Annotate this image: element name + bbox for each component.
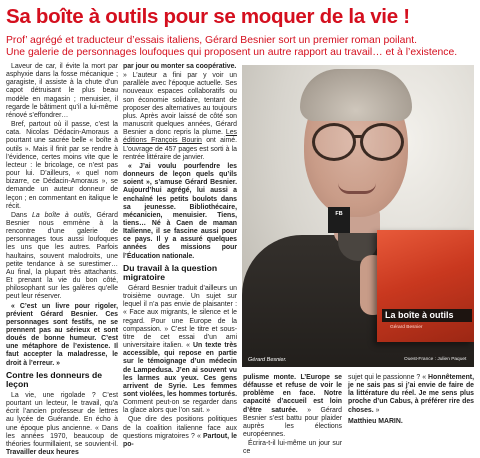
book-title-italic: La boîte à outils — [32, 211, 90, 219]
hair — [300, 69, 412, 121]
subhead-line-1: Prof’ agrégé et traducteur d’essais italiens, Gérard Besnier sort un premier roman poilant. — [6, 35, 418, 46]
article-column-2 — [123, 63, 237, 450]
text-bold: Honnêtement, je ne sais pas si j’ai envie de faire de la littérature du réel. Je me sens plus proche d’un Cabus, à préférer rire des choses. — [348, 374, 474, 414]
text-bold: pulisme monte. L’Europe se défausse et refuse de voir le problème en face. Notre capacité d’accueil est loin d’être saturée. — [243, 374, 342, 414]
photo-caption: Gérard Besnier. — [248, 357, 287, 363]
subhead-line-2: Une galerie de personnages loufoques qui proposent un autre rapport au travail… et à l’existence. — [6, 47, 458, 59]
mouth — [338, 183, 376, 194]
text: Gérard Besnier traduit d’ailleurs un troisième ouvrage. Un sujet sur lequel il n’a pas envie de plaisanter : « Face aux migrants, le silence et le regard. Pour une Europe de la compassion. » C’est le titre et sous-titre de cet essai d’un ami universitaire italien. « — [123, 284, 237, 350]
book-cover-author: Gérard Besnier — [390, 325, 423, 330]
paragraph — [123, 72, 237, 162]
article-column-3 — [243, 374, 342, 458]
text: , Gérard Besnier nous emmène à la rencontre d’une galerie de personnages tous aussi loufoques les uns que les autres. Parfois haultains, souvent malodroits, une petite tendance à se surestimer… Au final, la plupart très attachants. Et prenant la vie du bon côté, philosophant sur les galères qu’elle peut leur réserver. — [6, 211, 118, 301]
book-cover-title: La boîte à outils — [382, 309, 472, 322]
text-bold: Partout, le po- — [123, 432, 237, 448]
text: Dans — [11, 211, 33, 219]
text: Que dire des positions politiques de la coalition italienne face aux questions migratoires ? « — [123, 416, 237, 440]
quote-paragraph: « C’est un livre pour rigoler, prévient Gérard Besnier. Ces personnages sont festifs, ne se prennent pas au sérieux et sont doués de bonne humeur. C’est une métaphore de l’existence. Il faut accepter la maladresse, le droit à l’erreur. » — [6, 302, 118, 367]
paragraph — [243, 374, 342, 439]
text: La vie, une rigolade ? C’est pourtant un lecteur, le travail, qu’a écrit l’ancien professeur de lettres au lycée de Guérande. En écho à une époque plus ancienne. « Dans les années 1970, beaucoup de théories fourmillaient, se souvient-il. — [6, 391, 118, 448]
paragraph — [6, 212, 118, 302]
paragraph — [123, 285, 237, 416]
text-bold: Un texte très accessible, qui repose en partie sur le témoignage d’un médecin de Lampedusa. J’en ai souvent vu les larmes aux yeux. Ces gens arrivent de Syrie. Les femmes sont violées, les hommes torturés. — [123, 342, 237, 398]
section-heading: Du travail à la question migratoire — [123, 262, 218, 283]
publisher-logo: FB — [328, 207, 350, 233]
paragraph — [123, 63, 237, 71]
text-bold: par jour ou monter sa coopérative. — [123, 63, 237, 70]
author-signature: Matthieu MARIN. — [348, 417, 403, 425]
glasses-left-lens — [312, 123, 356, 161]
headline: Sa boîte à outils pour se moquer de la vie ! — [6, 5, 410, 28]
text: » — [373, 406, 380, 414]
glasses-bridge — [353, 135, 363, 138]
subhead — [6, 35, 476, 60]
glasses-right-lens — [360, 123, 404, 161]
text: » Gérard Besnier s’est battu pour plaider auprès les élections européennes. — [243, 406, 342, 439]
paragraph: Laveur de car, il évite la mort par asphyxie dans la fosse mécanique ; garagiste, il assiste à la chute d’un capot détruisant le plus beau modèle en magasin ; menuisier, il regarde le bâtiment qu’il a lui-même rénové s’effondrer… — [6, 63, 118, 119]
text-bold: Travailler deux heures — [6, 449, 79, 457]
quote-paragraph: « J’ai voulu pourfendre les donneurs de leçon quels qu’ils soient », s’amuse Gérard Besnier. Aujourd’hui agrégé, lui aussi a enchaîné les petits boulots dans sa jeunesse. Bibliothécaire, mécanicien, menuisier. Tiens, tiens… Né à Caen de maman Italienne, il se fascine aussi pour ce pays. Il y a assuré quelques années des missions pour l’Éducation nationale. — [123, 162, 237, 260]
article-column-1 — [6, 63, 118, 458]
text: » L’auteur a fini par y voir un parallèle avec l’époque actuelle. Ses nouveaux espaces collaboratifs ou son économie solidaire, tentant de proposer des alternatives au toujours plus. Après avoir laissé de côté son manuscrit quelques années, Gérard Besnier a donc repris la plume. — [123, 72, 237, 137]
publisher-link[interactable]: Les éditions François Bourin — [123, 129, 237, 145]
paragraph — [348, 374, 474, 415]
paragraph: Bref, partout où il passe, c’est la cata. Nicolas Dédacin-Amoraus a pourtant une sacrée belle « boîte à outils ». Mais il finit par se rendre à l’évidence, certes moins vite que le lecteur : le bricolage, ce n’est pas pour lui. D’ailleurs, « quel nom bizarre, ce Dédacin-Amoraus », se demande un auteur donneur de leçon ; en commentant en italique le récit. — [6, 121, 118, 210]
text: Comment peut-on se regarder dans la glace alors que l’on sait. » — [123, 399, 237, 415]
section-heading: Contre les donneurs de leçon — [6, 369, 102, 390]
text: sujet qui le passionne ? « — [348, 374, 429, 381]
paragraph — [123, 416, 237, 449]
paragraph — [6, 392, 118, 457]
article-column-4 — [348, 374, 474, 427]
author-photo — [242, 65, 474, 367]
paragraph: Écrira-t-il lui-même un jour sur ce — [243, 440, 342, 456]
text: ont aimé. L’ouvrage de 457 pages est sorti à la rentrée littéraire de janvier. — [123, 137, 237, 161]
photo-credit: Ouest-France : Julien Paquet — [404, 357, 467, 362]
